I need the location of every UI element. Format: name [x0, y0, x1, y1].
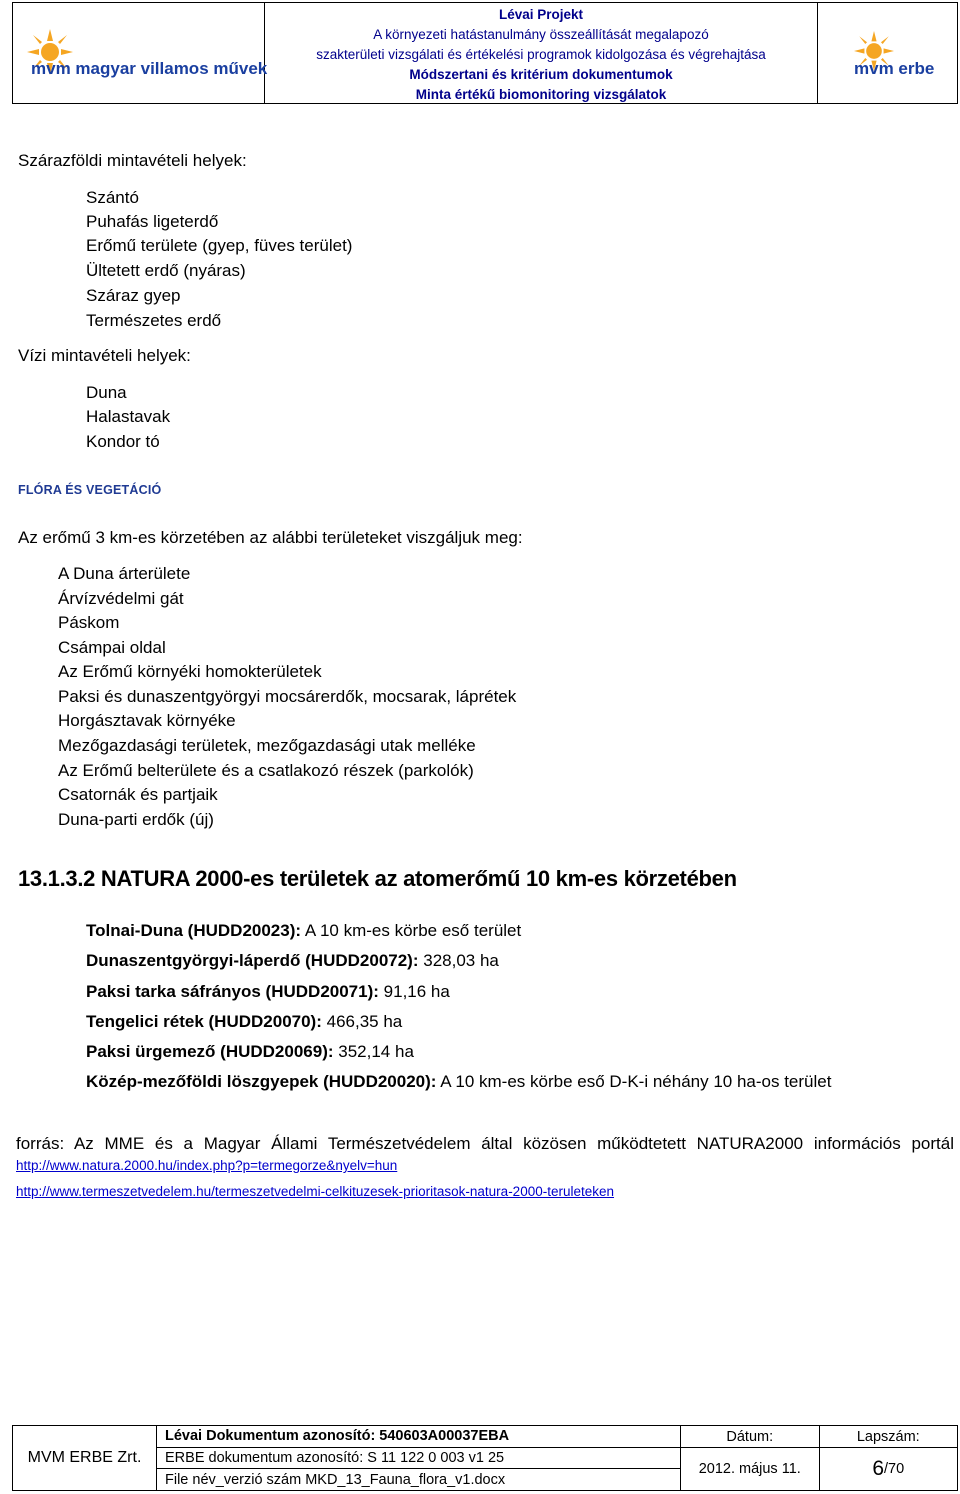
- natura-item-value: 352,14 ha: [338, 1042, 414, 1061]
- section-heading-natura: 13.1.3.2 NATURA 2000-es területek az atomerőmű 10 km-es körzetében: [18, 866, 737, 891]
- list-item: Árvízvédelmi gát: [58, 589, 184, 608]
- list-item: Mezőgazdasági területek, mezőgazdasági utak melléke: [58, 736, 476, 755]
- list-item: Csámpai oldal: [58, 638, 166, 657]
- footer-page-label: Lapszám:: [820, 1426, 958, 1448]
- footer-doc-id: Lévai Dokumentum azonosító: 540603A00037EBA: [157, 1426, 680, 1448]
- footer-doc-ids: [157, 1426, 681, 1490]
- right-logo-text: mvm erbe: [854, 59, 935, 78]
- header-line-3: szakterületi vizsgálati és értékelési programok kidolgozása és végrehajtása: [316, 47, 766, 62]
- footer-page-current: 6: [872, 1457, 884, 1480]
- footer-erbe-id: ERBE dokumentum azonosító: S 11 122 0 003 v1 25: [157, 1448, 680, 1470]
- natura-item-value: 328,03 ha: [423, 951, 499, 970]
- header-line-1: Lévai Projekt: [498, 7, 584, 22]
- footer-date-value: 2012. május 11.: [698, 1461, 801, 1477]
- footer-page: [820, 1426, 958, 1490]
- natura-item-name: Tolnai-Duna (HUDD20023):: [86, 921, 302, 940]
- natura-item: [86, 921, 521, 941]
- header-line-5: Minta értékű biomonitoring vizsgálatok: [415, 87, 667, 102]
- natura-item-name: Paksi tarka sáfrányos (HUDD20071):: [86, 982, 379, 1001]
- list-item: A Duna árterülete: [58, 564, 191, 583]
- header-line-4: Módszertani és kritérium dokumentumok: [409, 67, 673, 82]
- list-item: Szántó: [86, 188, 139, 207]
- list-item: Puhafás ligeterdő: [86, 212, 219, 231]
- header-title-block: [265, 3, 818, 103]
- list-item: Duna: [86, 383, 127, 402]
- footer-date-label: Dátum:: [681, 1426, 819, 1448]
- natura-item: [86, 951, 499, 971]
- list-item: Paksi és dunaszentgyörgyi mocsárerdők, mocsarak, láprétek: [58, 687, 517, 706]
- natura-item-name: Dunaszentgyörgyi-láperdő (HUDD20072):: [86, 951, 419, 970]
- erbe-logo: [818, 3, 957, 103]
- list-item: Ültetett erdő (nyáras): [86, 261, 246, 280]
- footer-company: MVM ERBE Zrt.: [13, 1426, 157, 1490]
- natura-item: [86, 1042, 414, 1062]
- natura-item-value: 91,16 ha: [383, 982, 450, 1001]
- page-header: [12, 2, 958, 104]
- list-item: Horgásztavak környéke: [58, 711, 236, 730]
- footer-page-number: [820, 1448, 958, 1490]
- footer-page-total: /70: [884, 1461, 905, 1477]
- section-title-flora: FLÓRA ÉS VEGETÁCIÓ: [18, 483, 162, 497]
- mvm-logo: [13, 3, 268, 103]
- source-link-termeszetvedelem[interactable]: http://www.termeszetvedelem.hu/termeszetvedelmi-celkituzesek-prioritasok-natura-2000-teruleteken: [16, 1184, 615, 1199]
- natura-item-name: Közép-mezőföldi löszgyepek (HUDD20020):: [86, 1072, 437, 1091]
- natura-item: [86, 982, 450, 1002]
- header-line-2: A környezeti hatástanulmány összeállítását megalapozó: [373, 27, 709, 42]
- page-footer: [12, 1425, 958, 1491]
- footer-date: [681, 1426, 820, 1490]
- natura-item-value: A 10 km-es körbe eső terület: [304, 921, 522, 940]
- list-item: Kondor tó: [86, 432, 160, 451]
- list-item: Páskom: [58, 613, 120, 632]
- flora-intro: Az erőmű 3 km-es körzetében az alábbi területeket viszgáljuk meg:: [18, 528, 523, 547]
- left-logo-text: mvm magyar villamos művek: [31, 59, 268, 78]
- natura-item-value: 466,35 ha: [326, 1012, 403, 1031]
- list-item: Természetes erdő: [86, 311, 222, 330]
- source-text: forrás: Az MME és a Magyar Állami Természetvédelem által közösen működtetett NATURA2000 információs portál: [16, 1134, 954, 1153]
- list-item: Erőmű területe (gyep, füves terület): [86, 236, 353, 255]
- list-item: Csatornák és partjaik: [58, 785, 218, 804]
- source-link-natura[interactable]: http://www.natura.2000.hu/index.php?p=termegorze&nyelv=hun: [16, 1158, 398, 1173]
- land-heading: Szárazföldi mintavételi helyek:: [18, 151, 247, 170]
- natura-item-name: Tengelici rétek (HUDD20070):: [86, 1012, 322, 1031]
- natura-item: [86, 1012, 402, 1032]
- list-item: Az Erőmű környéki homokterületek: [58, 662, 322, 681]
- natura-item: [86, 1072, 831, 1092]
- list-item: Duna-parti erdők (új): [58, 810, 214, 829]
- list-item: Száraz gyep: [86, 286, 181, 305]
- natura-item-value: A 10 km-es körbe eső D-K-i néhány 10 ha-os terület: [440, 1072, 832, 1091]
- list-item: Az Erőmű belterülete és a csatlakozó részek (parkolók): [58, 761, 474, 780]
- water-heading: Vízi mintavételi helyek:: [18, 346, 191, 365]
- natura-item-name: Paksi ürgemező (HUDD20069):: [86, 1042, 334, 1061]
- footer-file-name: File név_verzió szám MKD_13_Fauna_flora_v1.docx: [165, 1471, 506, 1488]
- list-item: Halastavak: [86, 407, 171, 426]
